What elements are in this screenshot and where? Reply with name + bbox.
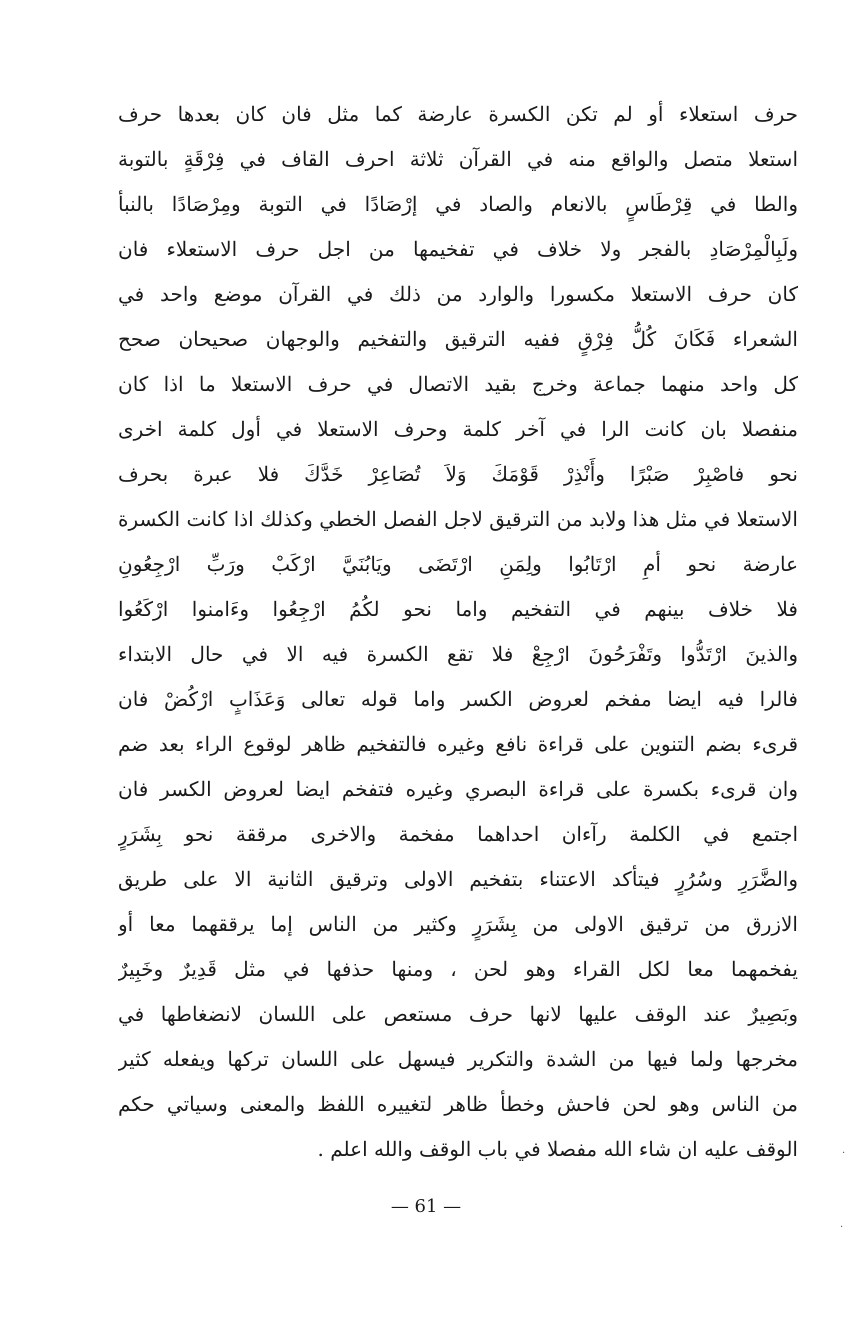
text-line: والضَّرَرِ وسُرُرٍ فيتأكد الاعتناء بتفخيم الاولى وترقيق الثانية الا على طريق	[118, 867, 798, 891]
text-line: اجتمع في الكلمة رآءان احداهما مفخمة والاخرى مرققة نحو بِشَرَرٍ	[118, 822, 798, 846]
text-line: نحو فاصْبِرْ صَبْرًا وأَنْذِرْ قَوْمَكَ وَلاَ تُصَاعِرْ خَدَّكَ فلا عبرة بحرف	[118, 462, 798, 486]
text-line: فلا خلاف بينهم في التفخيم واما نحو لكُمُ ارْجِعُوا وءَامنوا ارْكَعُوا	[118, 597, 798, 621]
text-line: والطا في قِرْطَاسٍ بالانعام والصاد في إرْصَادًا في التوبة ومِرْصَادًا بالنبأ	[118, 192, 798, 216]
text-line: الشعراء فَكَانَ كُلُّ فِرْقٍ ففيه الترقيق والتفخيم والوجهان صحيحان صحح	[118, 327, 798, 351]
page-number: — 61 —	[390, 1196, 462, 1217]
body-text	[118, 92, 798, 1172]
text-line: وبَصِيرٌ عند الوقف عليها لانها حرف مستعص على اللسان لانضغاطها في	[118, 1002, 798, 1026]
scan-speck: ·	[840, 1222, 844, 1233]
text-line: يفخمهما معا لكل القراء وهو لحن ، ومنها حذفها في مثل قَدِيرٌ وخَبِيرٌ	[118, 957, 798, 981]
text-line: الاستعلا في مثل هذا ولابد من الترقيق لاجل الفصل الخطي وكذلك اذا كانت الكسرة	[118, 507, 798, 531]
text-line: حرف استعلاء أو لم تكن الكسرة عارضة كما مثل فان كان بعدها حرف	[118, 102, 798, 126]
text-line-last: الوقف عليه ان شاء الله مفصلا في باب الوقف والله اعلم .	[317, 1137, 798, 1161]
text-line: مخرجها ولما فيها من الشدة والتكرير فيسهل على اللسان تركها ويفعله كثير	[118, 1047, 798, 1071]
text-line: من الناس وهو لحن فاحش وخطأ ظاهر لتغييره اللفظ والمعنى وسياتي حكم	[118, 1092, 798, 1116]
text-line: كان حرف الاستعلا مكسورا والوارد من ذلك في القرآن موضع واحد في	[118, 282, 798, 306]
text-line: كل واحد منهما جماعة وخرج بقيد الاتصال في حرف الاستعلا ما اذا كان	[118, 372, 798, 396]
text-line: استعلا متصل والواقع منه في القرآن ثلاثة احرف القاف في فِرْقَةٍ بالتوبة	[118, 147, 798, 171]
text-line: وان قرىء بكسرة على قراءة البصري وغيره فتفخم ايضا لعروض الكسر فان	[118, 777, 798, 801]
scan-speck: ·	[842, 1148, 846, 1159]
text-line: منفصلا بان كانت الرا في آخر كلمة وحرف الاستعلا في أول كلمة اخرى	[118, 417, 798, 441]
text-line: ولَبِالْمِرْصَادِ بالفجر ولا خلاف في تفخيمها من اجل حرف الاستعلاء فان	[118, 237, 798, 261]
text-line: قرىء بضم التنوين على قراءة نافع وغيره فالتفخيم ظاهر لوقوع الراء بعد ضم	[118, 732, 798, 756]
text-line: عارضة نحو أمِ ارْتَابُوا ولِمَنِ ارْتَضَى ويَابُنَيَّ ارْكَبْ ورَبِّ ارْجِعُونِ	[118, 552, 798, 576]
text-line: فالرا فيه ايضا مفخم لعروض الكسر واما قوله تعالى وَعَذَابٍ ارْكُضْ فان	[118, 687, 798, 711]
text-line: الازرق من ترقيق الاولى من بِشَرَرٍ وكثير من الناس إما يرققهما معا أو	[118, 912, 798, 936]
text-line: والذينَ ارْتَدُّوا وتَفْرَحُونَ ارْجِعْ فلا تقع الكسرة فيه الا في حال الابتداء	[118, 642, 798, 666]
